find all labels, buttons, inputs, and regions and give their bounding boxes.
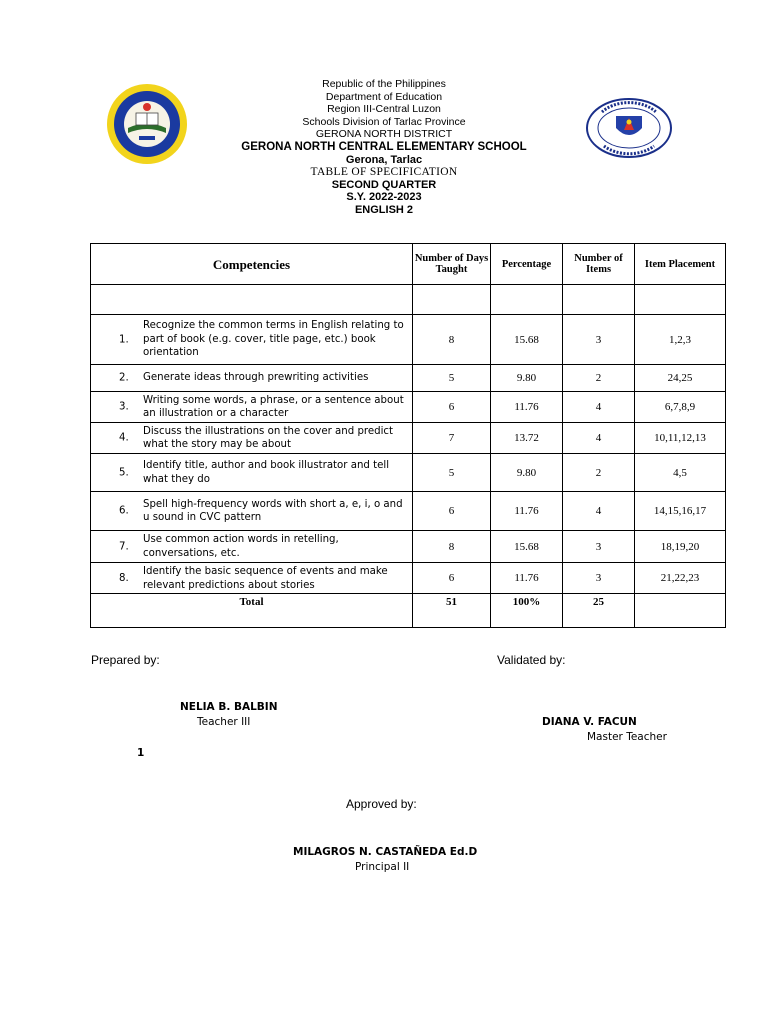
header-competencies: Competencies bbox=[91, 244, 413, 285]
items-cell: 4 bbox=[563, 392, 635, 423]
republic-line: Republic of the Philippines bbox=[322, 78, 446, 90]
division-line: Schools Division of Tarlac Province bbox=[302, 115, 466, 128]
percentage-cell: 9.80 bbox=[491, 454, 563, 492]
percentage-cell: 11.76 bbox=[491, 392, 563, 423]
percentage-cell: 15.68 bbox=[491, 531, 563, 563]
row-number: 3. bbox=[119, 401, 129, 413]
row-number: 1. bbox=[119, 333, 129, 345]
approved-by-label: Approved by: bbox=[346, 797, 417, 811]
placement-cell: 21,22,23 bbox=[635, 563, 726, 594]
subject-label: ENGLISH 2 bbox=[354, 203, 414, 216]
school-year-label: S.Y. 2022-2023 bbox=[346, 191, 422, 204]
days-cell: 8 bbox=[413, 315, 491, 365]
days-cell: 6 bbox=[413, 392, 491, 423]
items-cell: 2 bbox=[563, 454, 635, 492]
validated-by-label: Validated by: bbox=[497, 653, 566, 667]
competency-text: Identify the basic sequence of events and make relevant predictions about stories bbox=[143, 566, 388, 591]
placement-cell: 14,15,16,17 bbox=[635, 492, 726, 531]
placement-cell: 1,2,3 bbox=[635, 315, 726, 365]
total-days: 51 bbox=[413, 594, 491, 628]
validated-by-title: Master Teacher bbox=[587, 731, 667, 743]
table-row bbox=[91, 563, 726, 594]
validated-by-name: DIANA V. FACUN bbox=[542, 716, 637, 728]
percentage-cell: 9.80 bbox=[491, 365, 563, 392]
competency-text: Use common action words in retelling, conversations, etc. bbox=[143, 534, 339, 559]
percentage-cell: 15.68 bbox=[491, 315, 563, 365]
page-number: 1 bbox=[137, 747, 145, 759]
region-line: Region III-Central Luzon bbox=[327, 103, 441, 116]
row-number: 7. bbox=[119, 540, 129, 552]
prepared-by-name: NELIA B. BALBIN bbox=[180, 701, 278, 713]
document-header bbox=[0, 78, 768, 217]
table-total-row bbox=[91, 594, 726, 628]
row-number: 4. bbox=[119, 432, 129, 444]
total-label: Total bbox=[91, 594, 413, 628]
items-cell: 2 bbox=[563, 365, 635, 392]
table-of-specification bbox=[90, 243, 726, 628]
table-row bbox=[91, 492, 726, 531]
competency-text: Spell high-frequency words with short a, e, i, o and u sound in CVC pattern bbox=[143, 498, 403, 523]
placement-cell: 10,11,12,13 bbox=[635, 423, 726, 454]
row-number: 5. bbox=[119, 466, 129, 478]
approved-by-title: Principal II bbox=[355, 861, 410, 873]
header-number-of-items: Number of Items bbox=[563, 244, 635, 285]
competency-text: Identify title, author and book illustrator and tell what they do bbox=[143, 460, 390, 485]
placement-cell: 6,7,8,9 bbox=[635, 392, 726, 423]
table-header-row bbox=[91, 244, 726, 285]
competency-text: Generate ideas through prewriting activities bbox=[143, 372, 369, 384]
items-cell: 4 bbox=[563, 492, 635, 531]
competency-text: Writing some words, a phrase, or a sentence about an illustration or a character bbox=[143, 394, 404, 419]
percentage-cell: 11.76 bbox=[491, 563, 563, 594]
days-cell: 5 bbox=[413, 365, 491, 392]
percentage-cell: 11.76 bbox=[491, 492, 563, 531]
header-item-placement: Item Placement bbox=[635, 244, 726, 285]
school-location: Gerona, Tarlac bbox=[345, 153, 423, 166]
row-number: 6. bbox=[119, 505, 129, 517]
days-cell: 6 bbox=[413, 563, 491, 594]
items-cell: 4 bbox=[563, 423, 635, 454]
total-items: 25 bbox=[563, 594, 635, 628]
prepared-by-title: Teacher III bbox=[197, 716, 251, 728]
table-row bbox=[91, 454, 726, 492]
items-cell: 3 bbox=[563, 563, 635, 594]
document-title: TABLE OF SPECIFICATION bbox=[310, 166, 458, 179]
percentage-cell: 13.72 bbox=[491, 423, 563, 454]
table-row bbox=[91, 531, 726, 563]
quarter-label: SECOND QUARTER bbox=[331, 178, 437, 191]
table-row bbox=[91, 365, 726, 392]
header-percentage: Percentage bbox=[491, 244, 563, 285]
row-number: 2. bbox=[119, 372, 129, 384]
department-line: Department of Education bbox=[325, 90, 443, 103]
header-days-taught: Number of Days Taught bbox=[413, 244, 491, 285]
competency-text: Recognize the common terms in English relating to part of book (e.g. cover, title page, etc.) book orientation bbox=[143, 320, 404, 359]
school-name: GERONA NORTH CENTRAL ELEMENTARY SCHOOL bbox=[241, 140, 527, 153]
table-row-blank bbox=[91, 285, 726, 315]
days-cell: 5 bbox=[413, 454, 491, 492]
approved-by-name: MILAGROS N. CASTAÑEDA Ed.D bbox=[293, 846, 478, 858]
items-cell: 3 bbox=[563, 315, 635, 365]
total-percentage: 100% bbox=[491, 594, 563, 628]
competency-text: Discuss the illustrations on the cover and predict what the story may be about bbox=[143, 425, 394, 450]
placement-cell: 4,5 bbox=[635, 454, 726, 492]
prepared-by-label: Prepared by: bbox=[91, 653, 160, 667]
placement-cell: 18,19,20 bbox=[635, 531, 726, 563]
row-number: 8. bbox=[119, 573, 129, 584]
items-cell: 3 bbox=[563, 531, 635, 563]
district-line: GERONA NORTH DISTRICT bbox=[315, 128, 453, 141]
placement-cell: 24,25 bbox=[635, 365, 726, 392]
table-row bbox=[91, 315, 726, 365]
days-cell: 8 bbox=[413, 531, 491, 563]
total-placement bbox=[635, 594, 726, 628]
days-cell: 7 bbox=[413, 423, 491, 454]
table-row bbox=[91, 392, 726, 423]
table-row bbox=[91, 423, 726, 454]
days-cell: 6 bbox=[413, 492, 491, 531]
